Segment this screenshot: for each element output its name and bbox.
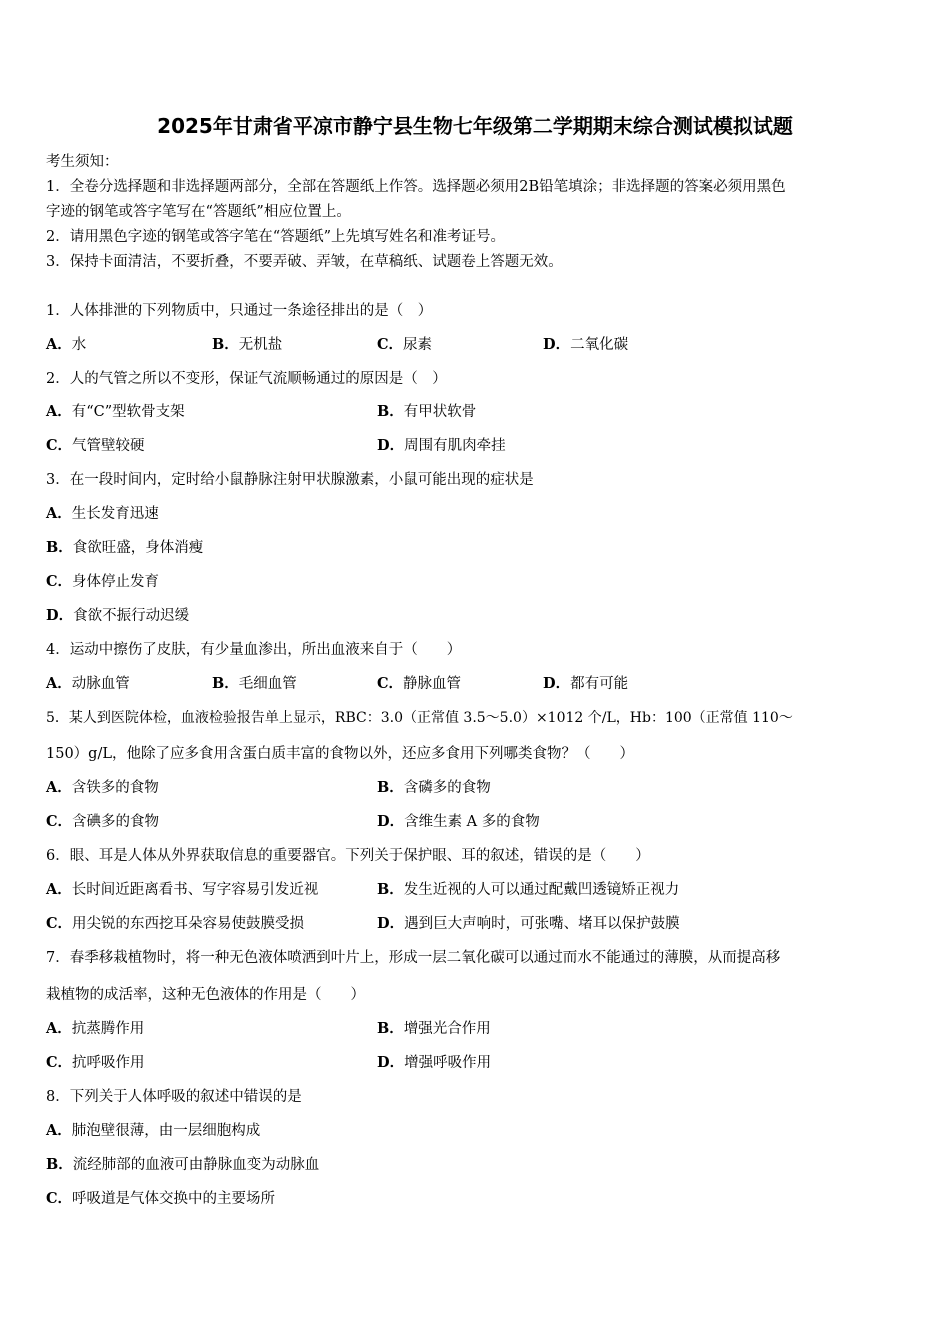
question-8-option-b (46, 1155, 319, 1175)
option-label: D． (543, 675, 571, 692)
question-5-option-c (46, 812, 159, 832)
question-7-option-c (46, 1053, 145, 1073)
option-label: D． (377, 437, 405, 454)
option-text: 气管壁较硬 (72, 438, 145, 454)
option-label: D． (377, 915, 405, 932)
option-label: A． (46, 403, 72, 420)
option-label: A． (46, 1122, 72, 1139)
option-text: 生长发育迅速 (71, 506, 159, 522)
option-text: 增强光合作用 (403, 1021, 491, 1037)
option-label: A． (46, 675, 72, 692)
option-label: C． (46, 1054, 73, 1071)
option-text: 肺泡壁很薄，由一层细胞构成 (71, 1123, 261, 1139)
question-7-option-a (46, 1019, 144, 1039)
option-text: 动脉血管 (71, 676, 130, 692)
option-label: C． (46, 573, 73, 590)
question-8-option-c (46, 1189, 275, 1209)
question-4-option-d (543, 674, 628, 694)
question-2-option-d (377, 436, 506, 456)
option-text: 抗呼吸作用 (72, 1055, 145, 1071)
option-label: C． (377, 336, 404, 353)
option-text: 食欲不振行动迟缓 (73, 608, 190, 624)
question-3-option-d (46, 606, 189, 626)
question-2-option-c (46, 436, 145, 456)
option-text: 食欲旺盛，身体消瘦 (72, 540, 204, 556)
option-label: B． (212, 675, 239, 692)
option-text: 呼吸道是气体交换中的主要场所 (72, 1191, 276, 1207)
option-text: 二氧化碳 (570, 337, 629, 353)
question-2-option-a (46, 402, 185, 422)
option-label: D． (377, 1054, 405, 1071)
option-text: 抗蒸腾作用 (71, 1021, 145, 1037)
option-label: B． (212, 336, 239, 353)
notice-item: 3．保持卡面清洁，不要折叠，不要弄破、弄皱，在草稿纸、试题卷上答题无效。 (46, 254, 563, 270)
option-text: 增强呼吸作用 (404, 1055, 492, 1071)
notice-heading: 考生须知： (46, 154, 119, 170)
option-text: 含碘多的食物 (72, 814, 160, 830)
option-label: C． (46, 813, 73, 830)
question-7-stem: 7．春季移栽植物时，将一种无色液体喷洒到叶片上，形成一层二氧化碳可以通过而水不能通过的薄膜，从而提高移 (46, 950, 781, 966)
notice-item: 1．全卷分选择题和非选择题两部分，全部在答题纸上作答。选择题必须用2B铅笔填涂；非选择题的答案必须用黑色 (46, 179, 786, 195)
option-label: B． (377, 881, 404, 898)
question-7-stem-cont: 栽植物的成活率，这种无色液体的作用是（ ） (46, 987, 365, 1003)
option-text: 长时间近距离看书、写字容易引发近视 (71, 882, 319, 898)
question-1-option-d (543, 335, 628, 355)
question-8-option-a (46, 1121, 260, 1141)
option-label: B． (46, 1156, 73, 1173)
option-label: A． (46, 779, 72, 796)
question-5-stem-cont: 150）g/L，他除了应多食用含蛋白质丰富的食物以外，还应多食用下列哪类食物？（ ） (46, 746, 634, 762)
option-label: A． (46, 336, 72, 353)
option-text: 用尖锐的东西挖耳朵容易使鼓膜受损 (72, 916, 305, 932)
option-text: 身体停止发育 (72, 574, 160, 590)
option-text: 发生近视的人可以通过配戴凹透镜矫正视力 (403, 882, 680, 898)
question-2-option-b (377, 402, 476, 422)
question-7-option-b (377, 1019, 491, 1039)
option-label: C． (46, 915, 73, 932)
question-3-option-b (46, 538, 203, 558)
question-6-option-a (46, 880, 318, 900)
question-4-option-a (46, 674, 130, 694)
option-text: 周围有肌肉牵挂 (404, 438, 506, 454)
option-label: C． (46, 437, 73, 454)
question-1-stem: 1．人体排泄的下列物质中，只通过一条途径排出的是（ ） (46, 303, 433, 319)
option-label: C． (46, 1190, 73, 1207)
question-7-option-d (377, 1053, 491, 1073)
question-1-option-c (377, 335, 432, 355)
question-5-stem: 5．某人到医院体检，血液检验报告单上显示，RBC：3.0（正常值 3.5～5.0）×1012 个/L，Hb：100（正常值 110～ (46, 710, 793, 726)
question-6-option-c (46, 914, 304, 934)
question-1-option-b (212, 335, 282, 355)
option-text: 静脉血管 (403, 676, 462, 692)
option-text: 尿素 (403, 337, 433, 353)
question-3-stem: 3．在一段时间内，定时给小鼠静脉注射甲状腺激素，小鼠可能出现的症状是 (46, 472, 534, 488)
option-text: 有甲状软骨 (403, 404, 477, 420)
question-5-option-d (377, 812, 540, 832)
question-5-option-a (46, 778, 159, 798)
option-text: 有“C”型软骨支架 (71, 404, 185, 420)
question-4-stem: 4．运动中擦伤了皮肤，有少量血渗出，所出血液来自于（ ） (46, 642, 462, 658)
option-text: 无机盐 (238, 337, 283, 353)
question-3-option-a (46, 504, 159, 524)
option-label: D． (543, 336, 571, 353)
option-label: B． (377, 1020, 404, 1037)
question-2-stem: 2．人的气管之所以不变形，保证气流顺畅通过的原因是（ ） (46, 371, 447, 387)
option-label: C． (377, 675, 404, 692)
page-title: 2025年甘肃省平凉市静宁县生物七年级第二学期期末综合测试模拟试题 (157, 114, 793, 138)
option-text: 流经肺部的血液可由静脉血变为动脉血 (72, 1157, 320, 1173)
option-text: 毛细血管 (238, 676, 297, 692)
option-label: B． (377, 779, 404, 796)
notice-item: 字迹的钢笔或答字笔写在“答题纸”相应位置上。 (46, 204, 351, 220)
option-text: 含磷多的食物 (403, 780, 491, 796)
option-label: D． (46, 607, 74, 624)
option-text: 都有可能 (570, 676, 629, 692)
question-4-option-b (212, 674, 297, 694)
option-label: B． (377, 403, 404, 420)
option-text: 水 (71, 337, 87, 353)
option-label: D． (377, 813, 405, 830)
question-3-option-c (46, 572, 159, 592)
option-label: B． (46, 539, 73, 556)
option-text: 遇到巨大声响时，可张嘴、堵耳以保护鼓膜 (404, 916, 680, 932)
question-6-option-d (377, 914, 680, 934)
option-label: A． (46, 881, 72, 898)
notice-item: 2．请用黑色字迹的钢笔或答字笔在“答题纸”上先填写姓名和准考证号。 (46, 229, 506, 245)
option-label: A． (46, 505, 72, 522)
option-text: 含铁多的食物 (71, 780, 159, 796)
option-text: 含维生素 A 多的食物 (404, 814, 540, 830)
option-label: A． (46, 1020, 72, 1037)
question-6-option-b (377, 880, 679, 900)
question-6-stem: 6．眼、耳是人体从外界获取信息的重要器官。下列关于保护眼、耳的叙述，错误的是（ ） (46, 848, 650, 864)
question-5-option-b (377, 778, 491, 798)
question-8-stem: 8．下列关于人体呼吸的叙述中错误的是 (46, 1089, 302, 1105)
question-1-option-a (46, 335, 86, 355)
question-4-option-c (377, 674, 461, 694)
